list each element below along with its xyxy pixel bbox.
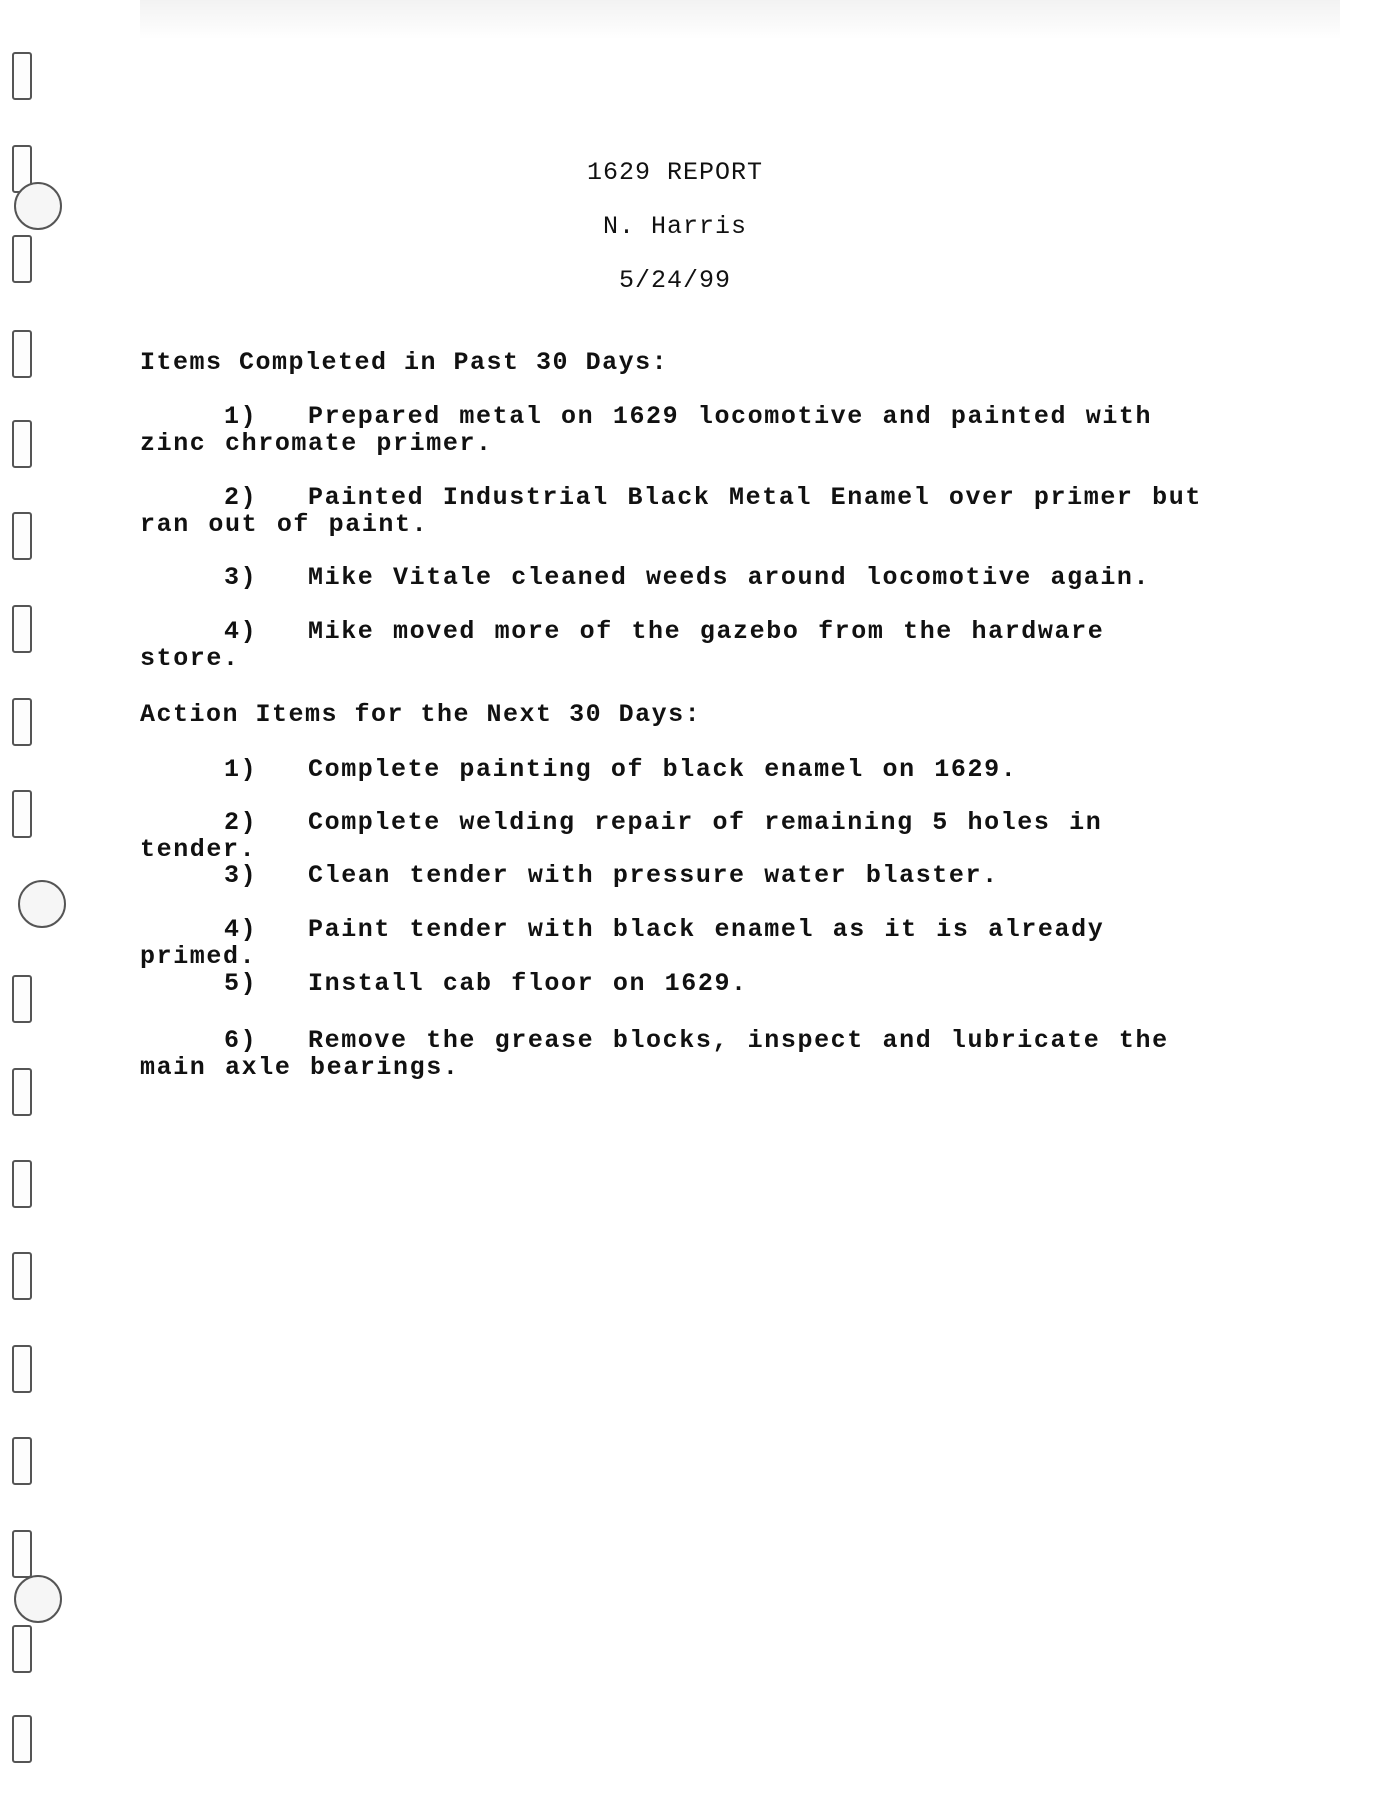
- report-date: 5/24/99: [618, 266, 732, 295]
- item-text: Painted Industrial Black Metal Enamel over primer but ran out of paint.: [140, 483, 1202, 539]
- item-text: Complete painting of black enamel on 1629.: [308, 755, 1018, 784]
- item-text: Mike Vitale cleaned weeds around locomotive again.: [308, 563, 1151, 592]
- item-number: 1): [224, 402, 258, 431]
- action-item: [140, 862, 1220, 889]
- completed-item: [140, 484, 1220, 538]
- item-text: Complete welding repair of remaining 5 holes in tender.: [140, 808, 1103, 864]
- item-text: Clean tender with pressure water blaster.: [308, 861, 999, 890]
- item-text: Prepared metal on 1629 locomotive and painted with zinc chromate primer.: [140, 402, 1153, 458]
- item-number: 2): [224, 808, 258, 837]
- completed-heading: Items Completed in Past 30 Days:: [140, 348, 669, 377]
- action-item: [140, 809, 1220, 863]
- item-number: 2): [224, 483, 258, 512]
- item-number: 5): [224, 969, 258, 998]
- item-number: 4): [224, 915, 258, 944]
- item-text: Paint tender with black enamel as it is already primed.: [140, 915, 1105, 971]
- action-item: [140, 916, 1220, 970]
- item-text: Mike moved more of the gazebo from the hardware store.: [140, 617, 1105, 673]
- item-number: 3): [224, 563, 258, 592]
- report-author: N. Harris: [602, 212, 748, 241]
- item-number: 4): [224, 617, 258, 646]
- item-number: 3): [224, 861, 258, 890]
- item-number: 6): [224, 1026, 258, 1055]
- item-text: Remove the grease blocks, inspect and lubricate the main axle bearings.: [140, 1026, 1169, 1082]
- action-heading: Action Items for the Next 30 Days:: [140, 700, 702, 729]
- action-item: [140, 970, 1220, 997]
- item-text: Install cab floor on 1629.: [308, 969, 748, 998]
- completed-item: [140, 564, 1220, 591]
- action-item: [140, 756, 1220, 783]
- completed-item: [140, 403, 1220, 457]
- action-item: [140, 1027, 1220, 1081]
- report-title: 1629 REPORT: [586, 158, 764, 187]
- item-number: 1): [224, 755, 258, 784]
- completed-item: [140, 618, 1220, 672]
